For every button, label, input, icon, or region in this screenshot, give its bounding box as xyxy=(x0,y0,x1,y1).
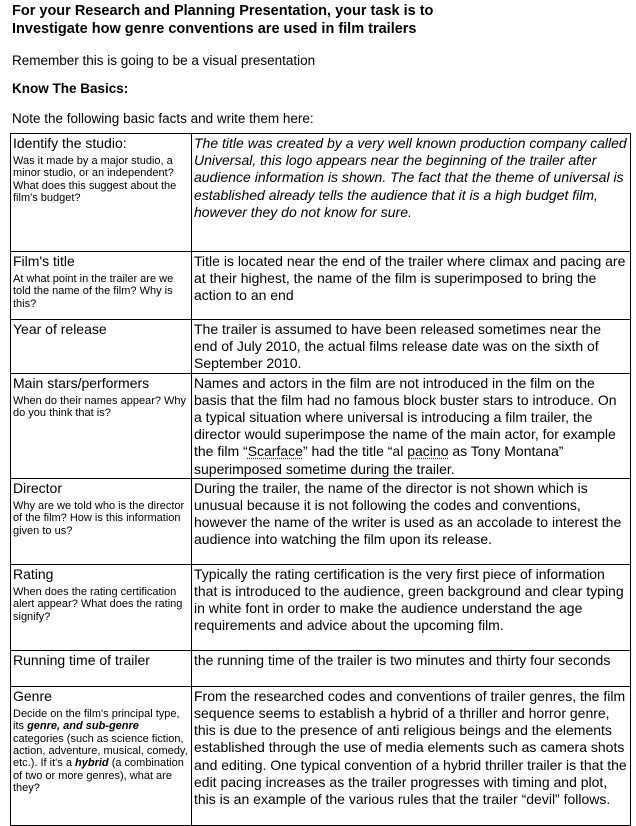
table-row xyxy=(11,373,631,478)
question-cell xyxy=(11,252,192,320)
table-row xyxy=(11,650,631,686)
table-row xyxy=(11,686,631,825)
answer-cell[interactable]: The trailer is assumed to have been released sometimes near the end of July 2010, the actual films release date was on the sixth of September 2010. xyxy=(192,320,631,374)
question-subtext-emphasis: hybrid xyxy=(75,757,109,770)
heading-line-1: For your Research and Planning Presentation, your task is to xyxy=(12,3,434,19)
answer-cell[interactable]: the running time of the trailer is two minutes and thirty four seconds xyxy=(192,650,631,686)
basic-facts-table xyxy=(10,133,631,826)
table-row xyxy=(11,134,631,252)
spellcheck-word: pacino xyxy=(407,443,449,460)
question-subtext: At what point in the trailer are we told the name of the film? Why is this? xyxy=(13,273,174,310)
question-title: Year of release xyxy=(13,321,107,337)
question-cell xyxy=(11,373,192,478)
question-cell xyxy=(11,134,192,252)
instructions-note: Note the following basic facts and write them here: xyxy=(12,111,314,126)
table-row xyxy=(11,252,631,320)
spellcheck-word: Scarface xyxy=(247,443,303,460)
answer-cell[interactable]: Typically the rating certification is the very first piece of information that is introduced to the audience, green background and clear typing in white font in order to make the audience understand the age requirements and advice about the upcoming film. xyxy=(192,564,631,650)
answer-cell[interactable] xyxy=(192,373,631,478)
question-subtext-part: categories (such as science fiction, action, adventure, musical, comedy, etc.). If it's a xyxy=(13,732,188,770)
remember-note: Remember this is going to be a visual presentation xyxy=(12,53,316,68)
answer-cell[interactable]: During the trailer, the name of the director is not shown which is unusual because it is not following the codes and conventions, however the name of the writer is used as an accolade to interest the audience into watching the film upon its release. xyxy=(192,478,631,564)
question-title: Main stars/performers xyxy=(13,374,150,391)
question-title: Identify the studio: xyxy=(13,135,127,151)
question-title: Film's title xyxy=(13,253,75,269)
answer-cell[interactable]: Title is located near the end of the trailer where climax and pacing are at their highest, the name of the film is superimposed to bring the action to an end xyxy=(192,252,631,320)
question-subtext-part: Decide on the film's principal type, its xyxy=(13,707,180,733)
table-row xyxy=(11,320,631,374)
know-basics-heading: Know The Basics: xyxy=(12,81,129,96)
heading-line-2: Investigate how genre conventions are used in film trailers xyxy=(12,20,417,37)
question-subtext-emphasis: genre, and sub-genre xyxy=(27,720,139,733)
answer-cell[interactable]: From the researched codes and conventions of trailer genres, the film sequence seems to establish a hybrid of a thriller and horror genre, this is due to the presence of anti religious beings and the elements established through the use of media elements such as camera shots and editing. One typical convention of a hybrid thriller trailer is that the edit pacing increases as the trailer progresses with timing and plot, this is an example of the various rules that the trailer “devil” follows. xyxy=(192,686,631,825)
question-cell xyxy=(11,686,192,825)
question-subtext: When do their names appear? Why do you think that is? xyxy=(13,394,187,420)
answer-text: ” had the title “al xyxy=(302,443,408,460)
answer-cell[interactable]: The title was created by a very well known production company called Universal, this logo appears near the beginning of the trailer after audience information is shown. The fact that the theme of universal is established already tells the audience that it is a high budget film, however they do not know for sure. xyxy=(192,134,631,252)
answer-text: as Tony Montana” superimposed sometime during the trailer. xyxy=(194,443,564,477)
answer-text: Names and actors in the film are not introduced in the film on the basis that the film had no famous block buster stars to introduce. On a typical situation where universal is introducing a film trailer, the director would superimpose the name of the main actor, for example the film “ xyxy=(194,374,617,460)
question-subtext-part: (a combination of two or more genres), what are they? xyxy=(13,757,184,795)
page-heading xyxy=(12,3,612,38)
question-cell xyxy=(11,478,192,564)
question-subtext: Why are we told who is the director of the film? How is this information given to us? xyxy=(13,499,185,537)
question-cell xyxy=(11,320,192,374)
question-subtext: Was it made by a major studio, a minor studio, or an independent? What does this suggest about the film's budget? xyxy=(13,155,177,205)
question-title: Running time of trailer xyxy=(13,651,150,668)
question-title: Rating xyxy=(13,565,54,582)
question-cell xyxy=(11,650,192,686)
table-row xyxy=(11,478,631,564)
question-title: Genre xyxy=(13,687,52,704)
question-subtext: When does the rating certification alert appear? What does the rating signify? xyxy=(13,585,183,623)
question-cell xyxy=(11,564,192,650)
question-title: Director xyxy=(13,479,63,496)
question-subtext xyxy=(13,708,189,795)
table-row xyxy=(11,564,631,650)
